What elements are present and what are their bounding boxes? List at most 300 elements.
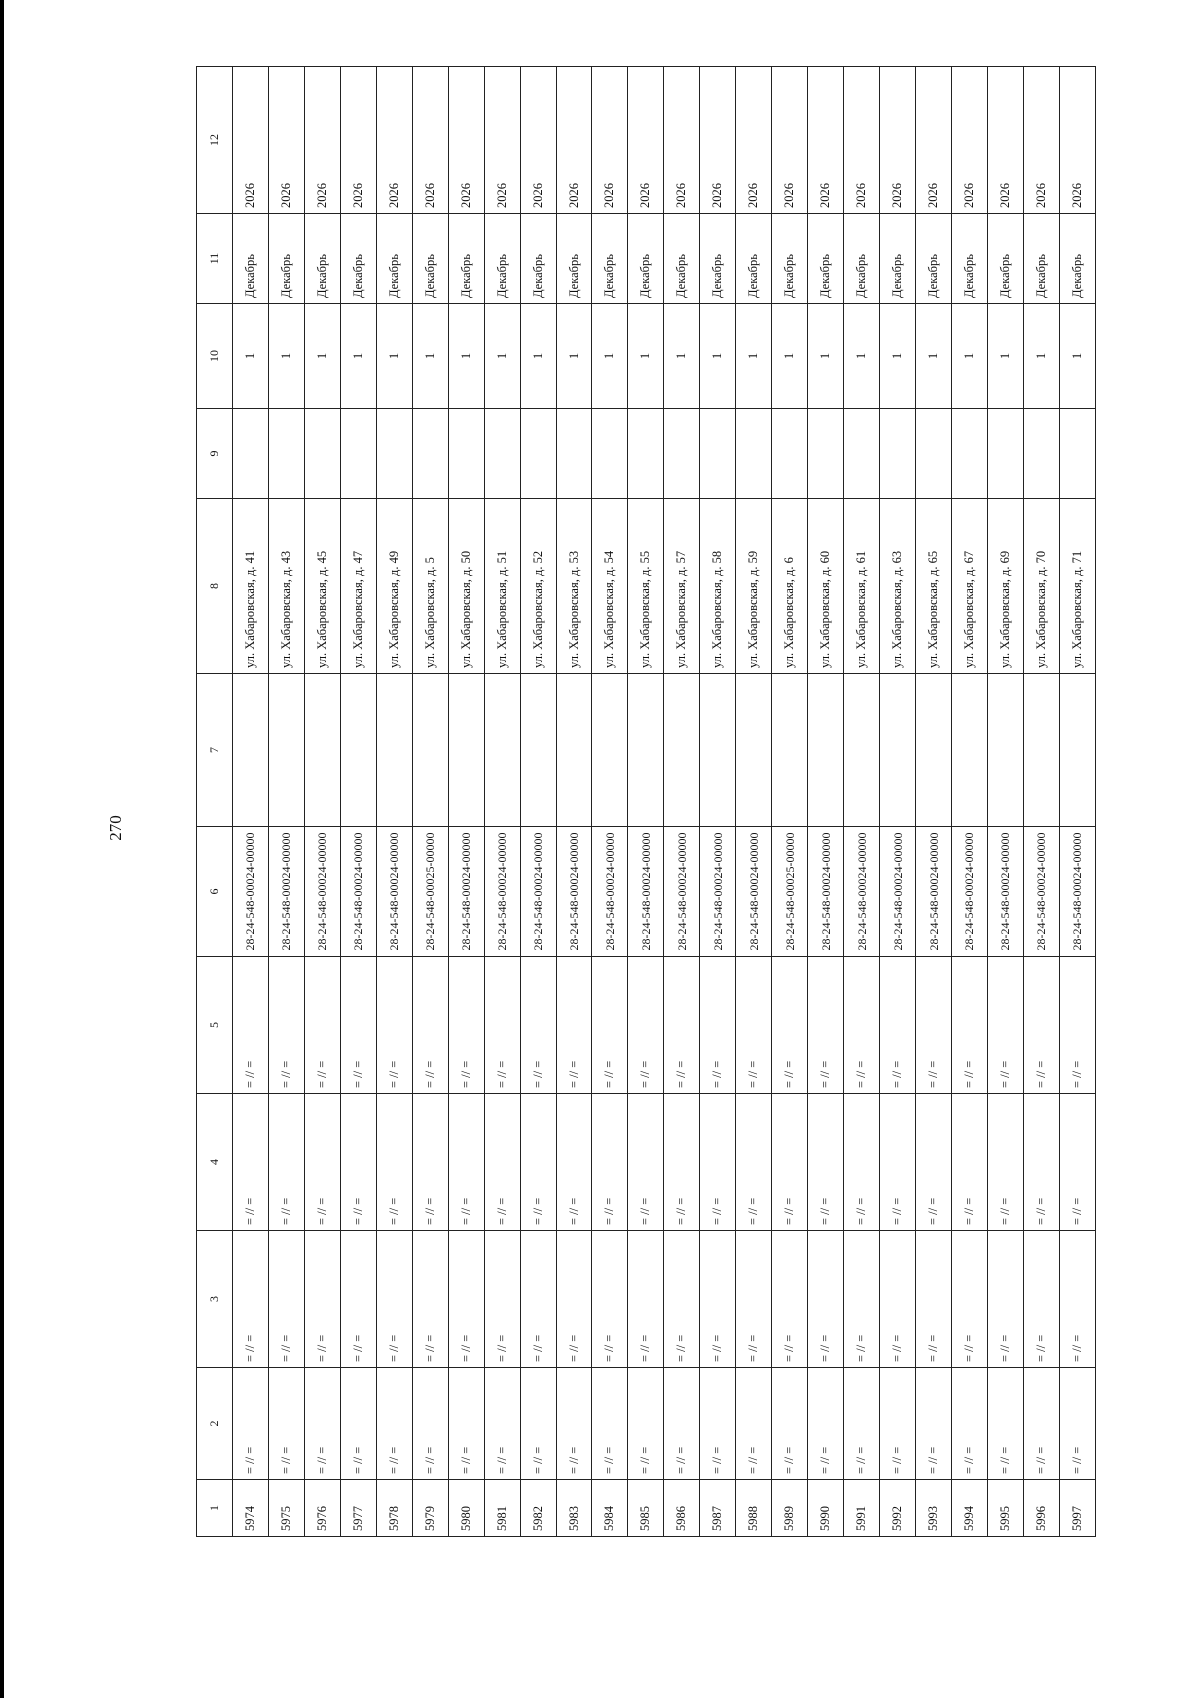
col2-cell: = // = — [412, 1368, 448, 1480]
col3-cell: = // = — [340, 1231, 376, 1368]
col4-cell: = // = — [1023, 1094, 1059, 1231]
month-cell: Декабрь — [916, 214, 952, 304]
col5-cell: = // = — [1023, 957, 1059, 1094]
quantity-cell: 1 — [628, 304, 664, 409]
col3-cell: = // = — [987, 1231, 1023, 1368]
col5-cell: = // = — [664, 957, 700, 1094]
col7-cell — [880, 674, 916, 827]
col7-cell — [340, 674, 376, 827]
address-cell: ул. Хабаровская, д. 50 — [448, 499, 484, 674]
col5-cell: = // = — [592, 957, 628, 1094]
month-cell: Декабрь — [952, 214, 988, 304]
column-header: 2 — [197, 1368, 233, 1480]
address-cell: ул. Хабаровская, д. 41 — [232, 499, 268, 674]
col4-cell: = // = — [412, 1094, 448, 1231]
month-cell: Декабрь — [304, 214, 340, 304]
col9-cell — [700, 409, 736, 499]
col2-cell: = // = — [268, 1368, 304, 1480]
month-cell: Декабрь — [808, 214, 844, 304]
table-row — [304, 67, 340, 1537]
cadastral-code-cell: 28-24-548-00024-00000 — [844, 827, 880, 957]
cadastral-code-cell: 28-24-548-00025-00000 — [412, 827, 448, 957]
month-cell: Декабрь — [628, 214, 664, 304]
year-cell: 2026 — [808, 67, 844, 214]
year-cell: 2026 — [484, 67, 520, 214]
quantity-cell: 1 — [736, 304, 772, 409]
col4-cell: = // = — [592, 1094, 628, 1231]
row-number-cell: 5974 — [232, 1480, 268, 1537]
month-cell: Декабрь — [1059, 214, 1095, 304]
table-row — [376, 67, 412, 1537]
cadastral-code-cell: 28-24-548-00024-00000 — [736, 827, 772, 957]
month-cell: Декабрь — [592, 214, 628, 304]
cadastral-code-cell: 28-24-548-00024-00000 — [952, 827, 988, 957]
quantity-cell: 1 — [448, 304, 484, 409]
col2-cell: = // = — [844, 1368, 880, 1480]
col3-cell: = // = — [772, 1231, 808, 1368]
col2-cell: = // = — [340, 1368, 376, 1480]
col5-cell: = // = — [232, 957, 268, 1094]
address-cell: ул. Хабаровская, д. 55 — [628, 499, 664, 674]
col3-cell: = // = — [844, 1231, 880, 1368]
address-cell: ул. Хабаровская, д. 49 — [376, 499, 412, 674]
quantity-cell: 1 — [484, 304, 520, 409]
year-cell: 2026 — [987, 67, 1023, 214]
col4-cell: = // = — [808, 1094, 844, 1231]
col5-cell: = // = — [772, 957, 808, 1094]
year-cell: 2026 — [376, 67, 412, 214]
col7-cell — [592, 674, 628, 827]
col9-cell — [376, 409, 412, 499]
year-cell: 2026 — [448, 67, 484, 214]
col4-cell: = // = — [664, 1094, 700, 1231]
table-row — [412, 67, 448, 1537]
col9-cell — [412, 409, 448, 499]
col3-cell: = // = — [592, 1231, 628, 1368]
cadastral-code-cell: 28-24-548-00024-00000 — [700, 827, 736, 957]
col4-cell: = // = — [880, 1094, 916, 1231]
address-cell: ул. Хабаровская, д. 60 — [808, 499, 844, 674]
col3-cell: = // = — [1023, 1231, 1059, 1368]
quantity-cell: 1 — [412, 304, 448, 409]
col2-cell: = // = — [916, 1368, 952, 1480]
col3-cell: = // = — [916, 1231, 952, 1368]
quantity-cell: 1 — [700, 304, 736, 409]
cadastral-code-cell: 28-24-548-00024-00000 — [628, 827, 664, 957]
col4-cell: = // = — [304, 1094, 340, 1231]
quantity-cell: 1 — [556, 304, 592, 409]
cadastral-code-cell: 28-24-548-00024-00000 — [484, 827, 520, 957]
col3-cell: = // = — [412, 1231, 448, 1368]
table-row — [520, 67, 556, 1537]
col9-cell — [340, 409, 376, 499]
col9-cell — [484, 409, 520, 499]
col4-cell: = // = — [268, 1094, 304, 1231]
cadastral-code-cell: 28-24-548-00024-00000 — [448, 827, 484, 957]
col3-cell: = // = — [232, 1231, 268, 1368]
month-cell: Декабрь — [268, 214, 304, 304]
address-cell: ул. Хабаровская, д. 69 — [987, 499, 1023, 674]
year-cell: 2026 — [232, 67, 268, 214]
col3-cell: = // = — [304, 1231, 340, 1368]
col2-cell: = // = — [987, 1368, 1023, 1480]
col9-cell — [952, 409, 988, 499]
address-cell: ул. Хабаровская, д. 53 — [556, 499, 592, 674]
month-cell: Декабрь — [700, 214, 736, 304]
address-cell: ул. Хабаровская, д. 51 — [484, 499, 520, 674]
table-row — [268, 67, 304, 1537]
month-cell: Декабрь — [340, 214, 376, 304]
col3-cell: = // = — [952, 1231, 988, 1368]
col9-cell — [880, 409, 916, 499]
month-cell: Декабрь — [844, 214, 880, 304]
col4-cell: = // = — [484, 1094, 520, 1231]
col5-cell: = // = — [700, 957, 736, 1094]
col4-cell: = // = — [520, 1094, 556, 1231]
quantity-cell: 1 — [772, 304, 808, 409]
col3-cell: = // = — [1059, 1231, 1095, 1368]
month-cell: Декабрь — [736, 214, 772, 304]
row-number-cell: 5976 — [304, 1480, 340, 1537]
address-cell: ул. Хабаровская, д. 47 — [340, 499, 376, 674]
row-number-cell: 5984 — [592, 1480, 628, 1537]
quantity-cell: 1 — [376, 304, 412, 409]
col4-cell: = // = — [448, 1094, 484, 1231]
month-cell: Декабрь — [520, 214, 556, 304]
cadastral-code-cell: 28-24-548-00024-00000 — [232, 827, 268, 957]
table-row — [952, 67, 988, 1537]
column-number-row — [197, 67, 233, 1537]
col3-cell: = // = — [880, 1231, 916, 1368]
col2-cell: = // = — [1059, 1368, 1095, 1480]
col5-cell: = // = — [916, 957, 952, 1094]
col5-cell: = // = — [376, 957, 412, 1094]
col2-cell: = // = — [232, 1368, 268, 1480]
register-table — [196, 66, 1096, 1537]
table-row — [664, 67, 700, 1537]
col7-cell — [772, 674, 808, 827]
col5-cell: = // = — [520, 957, 556, 1094]
year-cell: 2026 — [664, 67, 700, 214]
col9-cell — [448, 409, 484, 499]
col9-cell — [304, 409, 340, 499]
address-cell: ул. Хабаровская, д. 6 — [772, 499, 808, 674]
table-row — [556, 67, 592, 1537]
address-cell: ул. Хабаровская, д. 58 — [700, 499, 736, 674]
col7-cell — [952, 674, 988, 827]
col5-cell: = // = — [808, 957, 844, 1094]
col2-cell: = // = — [448, 1368, 484, 1480]
col4-cell: = // = — [628, 1094, 664, 1231]
col5-cell: = // = — [412, 957, 448, 1094]
col7-cell — [304, 674, 340, 827]
quantity-cell: 1 — [808, 304, 844, 409]
cadastral-code-cell: 28-24-548-00024-00000 — [304, 827, 340, 957]
month-cell: Декабрь — [987, 214, 1023, 304]
col5-cell: = // = — [448, 957, 484, 1094]
table-row — [772, 67, 808, 1537]
cadastral-code-cell: 28-24-548-00024-00000 — [1023, 827, 1059, 957]
address-cell: ул. Хабаровская, д. 63 — [880, 499, 916, 674]
row-number-cell: 5992 — [880, 1480, 916, 1537]
year-cell: 2026 — [592, 67, 628, 214]
address-cell: ул. Хабаровская, д. 54 — [592, 499, 628, 674]
month-cell: Декабрь — [772, 214, 808, 304]
year-cell: 2026 — [1023, 67, 1059, 214]
col4-cell: = // = — [844, 1094, 880, 1231]
col4-cell: = // = — [987, 1094, 1023, 1231]
cadastral-code-cell: 28-24-548-00024-00000 — [376, 827, 412, 957]
year-cell: 2026 — [1059, 67, 1095, 214]
col3-cell: = // = — [736, 1231, 772, 1368]
col9-cell — [1059, 409, 1095, 499]
quantity-cell: 1 — [232, 304, 268, 409]
col2-cell: = // = — [1023, 1368, 1059, 1480]
col4-cell: = // = — [556, 1094, 592, 1231]
col4-cell: = // = — [700, 1094, 736, 1231]
table-row — [880, 67, 916, 1537]
table-row — [736, 67, 772, 1537]
row-number-cell: 5993 — [916, 1480, 952, 1537]
col4-cell: = // = — [736, 1094, 772, 1231]
year-cell: 2026 — [304, 67, 340, 214]
year-cell: 2026 — [844, 67, 880, 214]
month-cell: Декабрь — [448, 214, 484, 304]
col4-cell: = // = — [340, 1094, 376, 1231]
col3-cell: = // = — [628, 1231, 664, 1368]
cadastral-code-cell: 28-24-548-00024-00000 — [808, 827, 844, 957]
month-cell: Декабрь — [1023, 214, 1059, 304]
year-cell: 2026 — [340, 67, 376, 214]
cadastral-code-cell: 28-24-548-00024-00000 — [664, 827, 700, 957]
row-number-cell: 5978 — [376, 1480, 412, 1537]
col3-cell: = // = — [520, 1231, 556, 1368]
column-header: 6 — [197, 827, 233, 957]
quantity-cell: 1 — [952, 304, 988, 409]
row-number-cell: 5986 — [664, 1480, 700, 1537]
quantity-cell: 1 — [844, 304, 880, 409]
col3-cell: = // = — [556, 1231, 592, 1368]
col5-cell: = // = — [952, 957, 988, 1094]
table-row — [987, 67, 1023, 1537]
cadastral-code-cell: 28-24-548-00024-00000 — [268, 827, 304, 957]
year-cell: 2026 — [772, 67, 808, 214]
col7-cell — [376, 674, 412, 827]
col2-cell: = // = — [736, 1368, 772, 1480]
col7-cell — [736, 674, 772, 827]
column-header: 1 — [197, 1480, 233, 1537]
col9-cell — [232, 409, 268, 499]
col9-cell — [916, 409, 952, 499]
col2-cell: = // = — [304, 1368, 340, 1480]
month-cell: Декабрь — [880, 214, 916, 304]
quantity-cell: 1 — [520, 304, 556, 409]
col2-cell: = // = — [772, 1368, 808, 1480]
col2-cell: = // = — [376, 1368, 412, 1480]
row-number-cell: 5983 — [556, 1480, 592, 1537]
row-number-cell: 5997 — [1059, 1480, 1095, 1537]
col2-cell: = // = — [628, 1368, 664, 1480]
row-number-cell: 5988 — [736, 1480, 772, 1537]
quantity-cell: 1 — [1059, 304, 1095, 409]
col5-cell: = // = — [628, 957, 664, 1094]
quantity-cell: 1 — [880, 304, 916, 409]
col5-cell: = // = — [340, 957, 376, 1094]
col5-cell: = // = — [987, 957, 1023, 1094]
row-number-cell: 5985 — [628, 1480, 664, 1537]
row-number-cell: 5979 — [412, 1480, 448, 1537]
col9-cell — [556, 409, 592, 499]
row-number-cell: 5996 — [1023, 1480, 1059, 1537]
row-number-cell: 5995 — [987, 1480, 1023, 1537]
col5-cell: = // = — [880, 957, 916, 1094]
col7-cell — [1059, 674, 1095, 827]
cadastral-code-cell: 28-24-548-00024-00000 — [987, 827, 1023, 957]
quantity-cell: 1 — [1023, 304, 1059, 409]
col3-cell: = // = — [484, 1231, 520, 1368]
col7-cell — [520, 674, 556, 827]
month-cell: Декабрь — [664, 214, 700, 304]
address-cell: ул. Хабаровская, д. 52 — [520, 499, 556, 674]
year-cell: 2026 — [628, 67, 664, 214]
table-row — [1023, 67, 1059, 1537]
year-cell: 2026 — [700, 67, 736, 214]
quantity-cell: 1 — [340, 304, 376, 409]
table-row — [592, 67, 628, 1537]
col2-cell: = // = — [484, 1368, 520, 1480]
col7-cell — [808, 674, 844, 827]
col7-cell — [268, 674, 304, 827]
col7-cell — [987, 674, 1023, 827]
col7-cell — [916, 674, 952, 827]
col2-cell: = // = — [520, 1368, 556, 1480]
month-cell: Декабрь — [412, 214, 448, 304]
col4-cell: = // = — [952, 1094, 988, 1231]
column-header: 8 — [197, 499, 233, 674]
col2-cell: = // = — [664, 1368, 700, 1480]
year-cell: 2026 — [268, 67, 304, 214]
col7-cell — [412, 674, 448, 827]
address-cell: ул. Хабаровская, д. 71 — [1059, 499, 1095, 674]
col2-cell: = // = — [700, 1368, 736, 1480]
table-row — [700, 67, 736, 1537]
col7-cell — [700, 674, 736, 827]
table-row — [448, 67, 484, 1537]
col9-cell — [987, 409, 1023, 499]
year-cell: 2026 — [916, 67, 952, 214]
col7-cell — [664, 674, 700, 827]
col7-cell — [448, 674, 484, 827]
table-row — [1059, 67, 1095, 1537]
col4-cell: = // = — [376, 1094, 412, 1231]
col9-cell — [520, 409, 556, 499]
col9-cell — [664, 409, 700, 499]
address-cell: ул. Хабаровская, д. 70 — [1023, 499, 1059, 674]
table-row — [844, 67, 880, 1537]
col5-cell: = // = — [304, 957, 340, 1094]
col7-cell — [1023, 674, 1059, 827]
column-header: 5 — [197, 957, 233, 1094]
register-table-wrapper — [196, 67, 1096, 1537]
col5-cell: = // = — [556, 957, 592, 1094]
table-row — [916, 67, 952, 1537]
col5-cell: = // = — [844, 957, 880, 1094]
cadastral-code-cell: 28-24-548-00025-00000 — [772, 827, 808, 957]
column-header: 12 — [197, 67, 233, 214]
col2-cell: = // = — [952, 1368, 988, 1480]
address-cell: ул. Хабаровская, д. 43 — [268, 499, 304, 674]
month-cell: Декабрь — [376, 214, 412, 304]
year-cell: 2026 — [412, 67, 448, 214]
column-header: 4 — [197, 1094, 233, 1231]
cadastral-code-cell: 28-24-548-00024-00000 — [1059, 827, 1095, 957]
col5-cell: = // = — [268, 957, 304, 1094]
col9-cell — [844, 409, 880, 499]
col9-cell — [592, 409, 628, 499]
col2-cell: = // = — [880, 1368, 916, 1480]
col5-cell: = // = — [1059, 957, 1095, 1094]
address-cell: ул. Хабаровская, д. 59 — [736, 499, 772, 674]
row-number-cell: 5980 — [448, 1480, 484, 1537]
col7-cell — [232, 674, 268, 827]
col9-cell — [772, 409, 808, 499]
col9-cell — [808, 409, 844, 499]
row-number-cell: 5975 — [268, 1480, 304, 1537]
year-cell: 2026 — [556, 67, 592, 214]
quantity-cell: 1 — [592, 304, 628, 409]
col2-cell: = // = — [808, 1368, 844, 1480]
column-header: 3 — [197, 1231, 233, 1368]
table-row — [484, 67, 520, 1537]
row-number-cell: 5989 — [772, 1480, 808, 1537]
col9-cell — [628, 409, 664, 499]
row-number-cell: 5994 — [952, 1480, 988, 1537]
scan-left-edge — [0, 0, 4, 1698]
table-body — [197, 67, 1096, 1537]
col4-cell: = // = — [916, 1094, 952, 1231]
col5-cell: = // = — [484, 957, 520, 1094]
col3-cell: = // = — [664, 1231, 700, 1368]
col7-cell — [556, 674, 592, 827]
col7-cell — [844, 674, 880, 827]
col2-cell: = // = — [556, 1368, 592, 1480]
year-cell: 2026 — [880, 67, 916, 214]
col9-cell — [736, 409, 772, 499]
address-cell: ул. Хабаровская, д. 57 — [664, 499, 700, 674]
column-header: 9 — [197, 409, 233, 499]
row-number-cell: 5987 — [700, 1480, 736, 1537]
month-cell: Декабрь — [556, 214, 592, 304]
table-row — [808, 67, 844, 1537]
quantity-cell: 1 — [268, 304, 304, 409]
row-number-cell: 5981 — [484, 1480, 520, 1537]
address-cell: ул. Хабаровская, д. 67 — [952, 499, 988, 674]
address-cell: ул. Хабаровская, д. 45 — [304, 499, 340, 674]
row-number-cell: 5990 — [808, 1480, 844, 1537]
year-cell: 2026 — [520, 67, 556, 214]
year-cell: 2026 — [736, 67, 772, 214]
quantity-cell: 1 — [916, 304, 952, 409]
cadastral-code-cell: 28-24-548-00024-00000 — [592, 827, 628, 957]
col3-cell: = // = — [448, 1231, 484, 1368]
col2-cell: = // = — [592, 1368, 628, 1480]
col9-cell — [268, 409, 304, 499]
quantity-cell: 1 — [987, 304, 1023, 409]
page-number: 270 — [106, 815, 125, 841]
address-cell: ул. Хабаровская, д. 65 — [916, 499, 952, 674]
quantity-cell: 1 — [304, 304, 340, 409]
col7-cell — [628, 674, 664, 827]
